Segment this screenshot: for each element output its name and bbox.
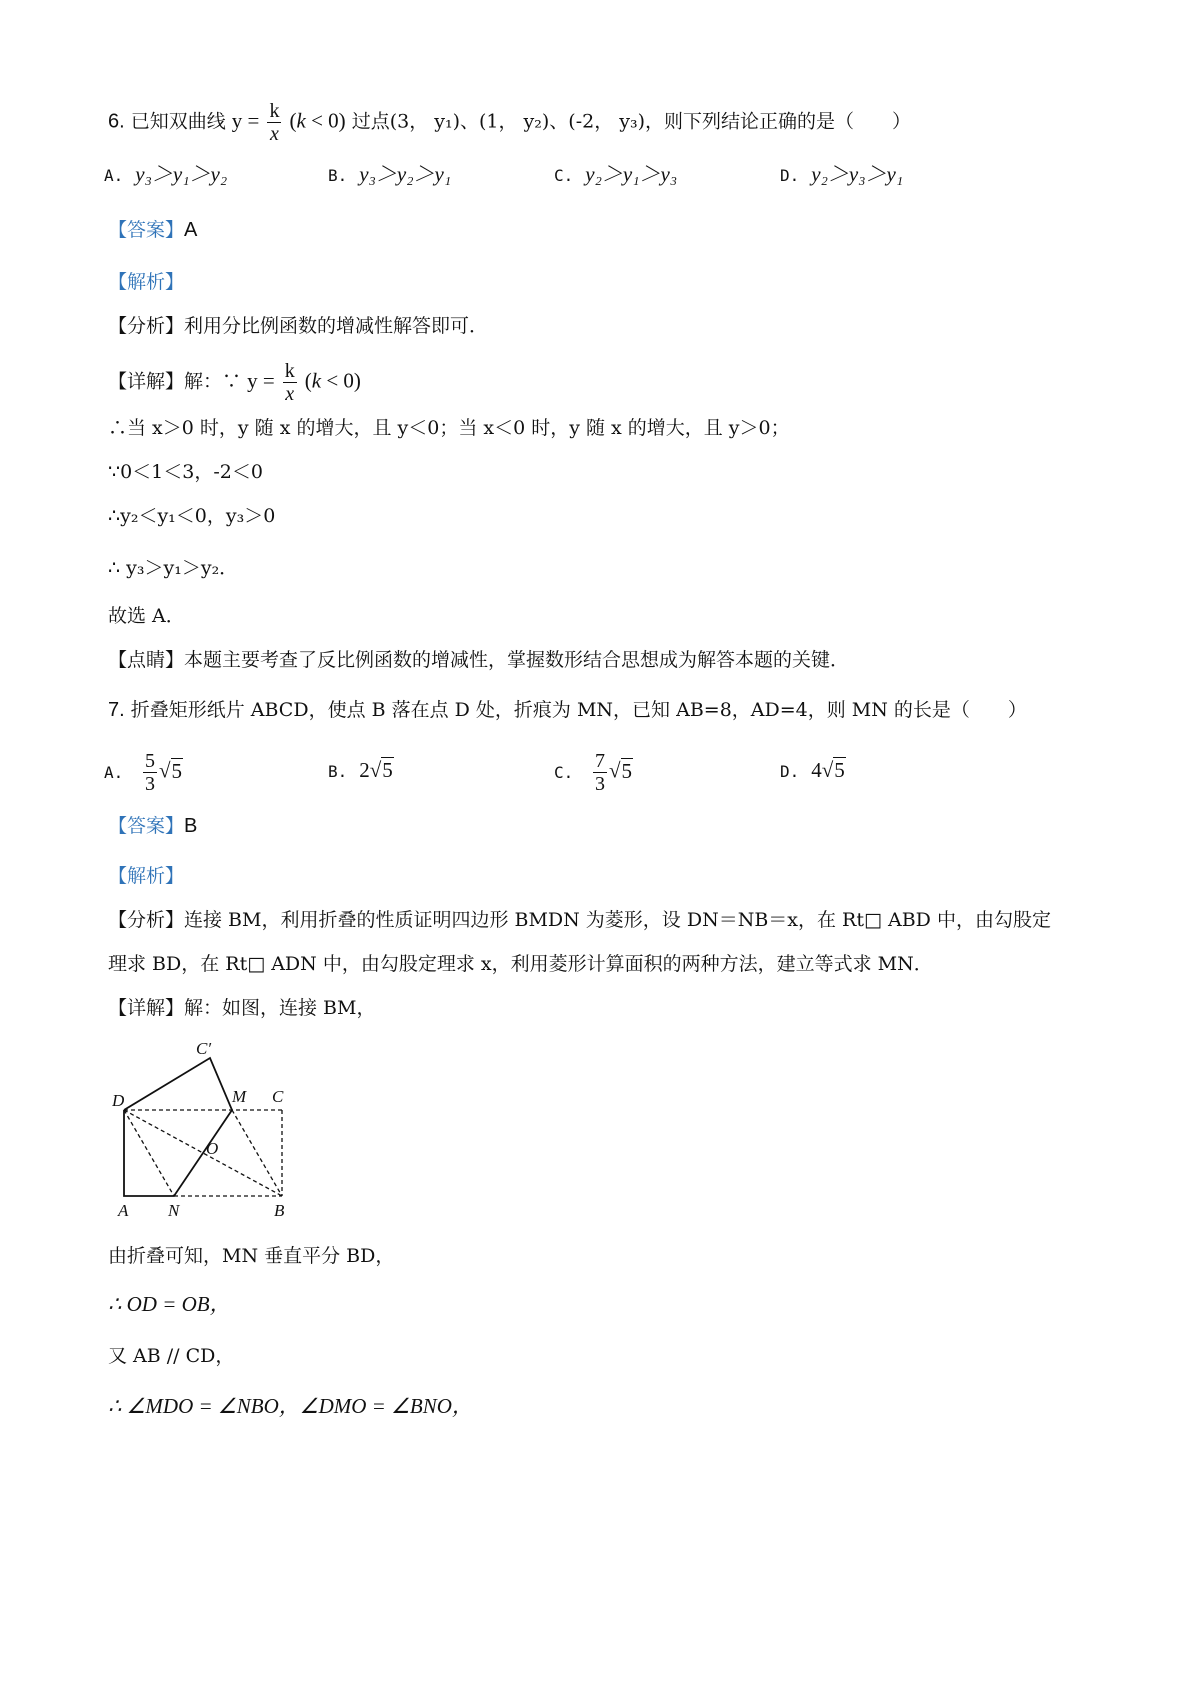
analysis-heading: 【解析】 bbox=[108, 271, 185, 293]
proof-4: ∴ ∠MDO = ∠NBO，∠DMO = ∠BNO， bbox=[108, 1394, 473, 1418]
answer-line: 【答案】B bbox=[108, 815, 198, 837]
svg-text:N: N bbox=[168, 1201, 180, 1220]
fenxi-line-2: 理求 BD，在 Rt□ ADN 中，由勾股定理求 x，利用菱形计算面积的两种方法，建立等式求 MN． bbox=[108, 953, 933, 975]
question-text: 已知双曲线 bbox=[130, 110, 226, 133]
option-c: C. $\frac{7}{3}$ √5 bbox=[554, 750, 633, 795]
svg-text:B: B bbox=[274, 1201, 285, 1220]
step-1: ∴当 x＞0 时，y 随 x 的增大，且 y＜0；当 x＜0 时，y 随 x 的增大，且 y＞0； bbox=[108, 417, 790, 439]
option-a: A. $\frac{5}{3}$ √5 bbox=[104, 750, 183, 795]
proof-1: 由折叠可知，MN 垂直平分 BD， bbox=[108, 1245, 395, 1267]
question-6: 6. 已知双曲线 y = $\frac{k}{x}$ (k < 0) 过点(3， y₁)、(1， y₂)、(-2， y₃)，则下列结论正确的是（ ） bbox=[108, 100, 912, 145]
xiangjie-line: 【详解】解：∵ y = $\frac{k}{x}$ (k < 0) bbox=[108, 360, 361, 405]
option-b: B. y₃＞y₂＞y₁ bbox=[328, 162, 452, 186]
fenxi-line-1: 【分析】连接 BM，利用折叠的性质证明四边形 BMDN 为菱形，设 DN＝NB＝x，在 Rt□ ABD 中，由勾股定 bbox=[108, 909, 1051, 931]
question-number: 7. bbox=[108, 699, 125, 721]
question-text-points: 过点(3， y₁)、(1， y₂)、(-2， y₃)，则下列结论正确的是（ ） bbox=[351, 110, 912, 133]
option-d: D. y₂＞y₃＞y₁ bbox=[780, 162, 904, 186]
question-number: 6. bbox=[108, 110, 125, 133]
svg-text:O: O bbox=[206, 1139, 219, 1158]
answer-line: 【答案】A bbox=[108, 219, 198, 241]
step-2: ∵0＜1＜3，-2＜0 bbox=[108, 461, 263, 483]
xiangjie-line: 【详解】解：如图，连接 BM， bbox=[108, 997, 376, 1019]
option-d: D. 4√5 bbox=[780, 758, 845, 782]
question-7 bbox=[108, 696, 1027, 724]
svg-text:A: A bbox=[118, 1201, 129, 1220]
svg-text:C: C bbox=[272, 1087, 284, 1106]
analysis-heading: 【解析】 bbox=[108, 865, 185, 887]
step-3: ∴y₂＜y₁＜0，y₃＞0 bbox=[108, 505, 276, 527]
step-4: ∴ y₃＞y₁＞y₂． bbox=[108, 557, 239, 579]
proof-3: 又 AB // CD， bbox=[108, 1345, 235, 1367]
step-5: 故选 A． bbox=[108, 605, 185, 627]
proof-2: ∴ OD = OB， bbox=[108, 1292, 231, 1316]
svg-text:M: M bbox=[232, 1087, 247, 1106]
folded-rectangle-figure bbox=[112, 1040, 322, 1230]
svg-text:C′: C′ bbox=[196, 1040, 212, 1058]
question-text: 折叠矩形纸片 ABCD，使点 B 落在点 D 处，折痕为 MN，已知 AB=8，AD=4，则 MN 的长是（ ） bbox=[130, 699, 1027, 721]
fraction: $\frac{k}{x}$ bbox=[269, 100, 280, 145]
fenxi-line: 【分析】利用分比例函数的增减性解答即可． bbox=[108, 315, 489, 337]
option-c: C. y₂＞y₁＞y₃ bbox=[554, 162, 678, 186]
svg-text:D: D bbox=[112, 1091, 125, 1110]
option-a: A. y₃＞y₁＞y₂ bbox=[104, 162, 228, 186]
option-b: B. 2√5 bbox=[328, 758, 393, 782]
dianjing-line: 【点睛】本题主要考查了反比例函数的增减性，掌握数形结合思想成为解答本题的关键． bbox=[108, 649, 850, 671]
fraction: $\frac{k}{x}$ bbox=[284, 360, 295, 405]
